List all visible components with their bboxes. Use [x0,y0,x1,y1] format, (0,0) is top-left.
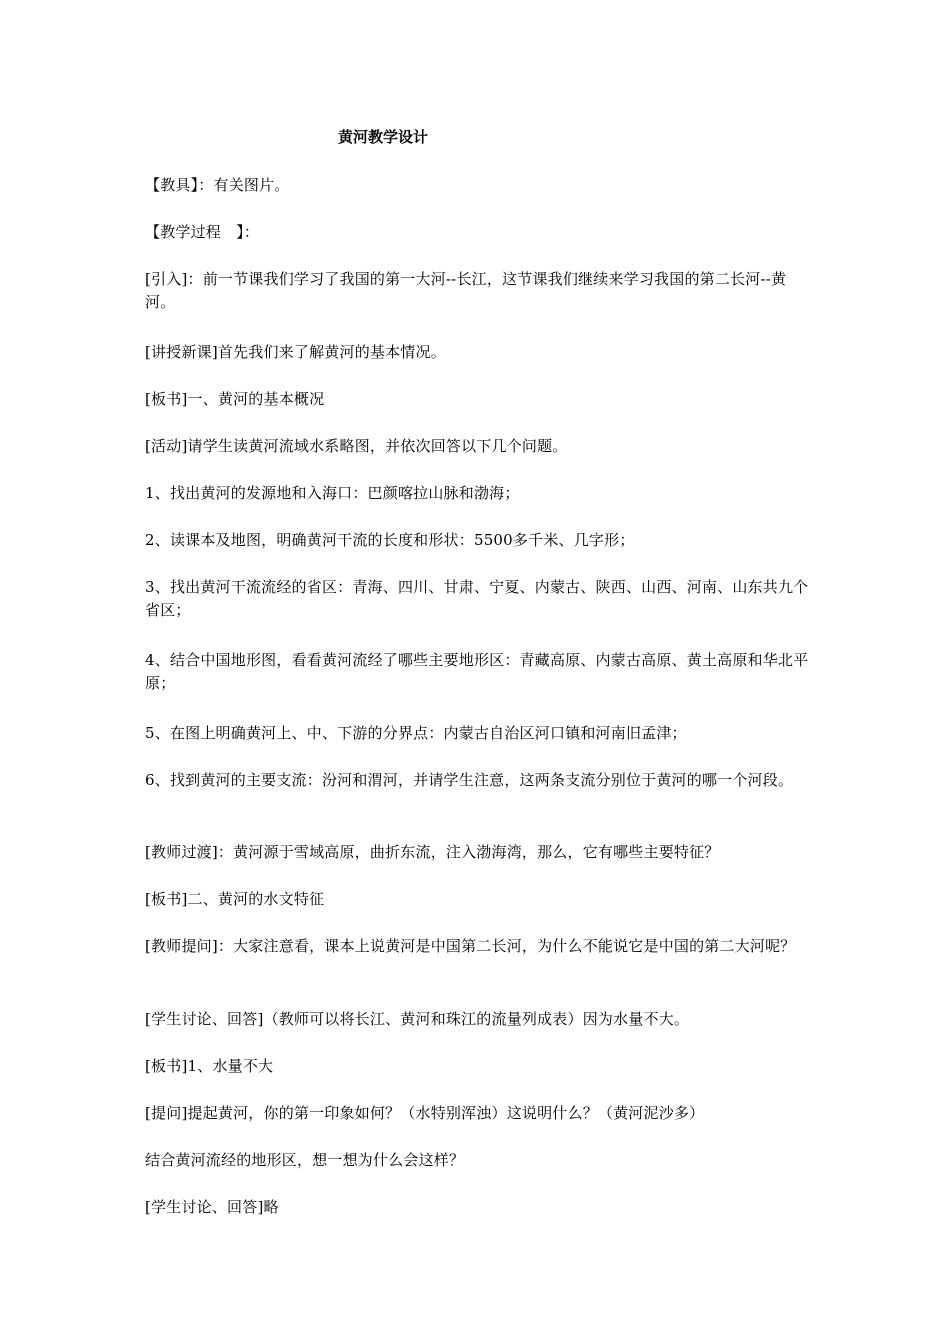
document-title: 黄河教学设计 [338,128,429,146]
paragraph-question: [提问]提起黄河，你的第一印象如何？（水特别浑浊）这说明什么？（黄河泥沙多） [145,1104,705,1122]
paragraph-teaching-process: 【教学过程 】： [145,223,260,241]
paragraph-board-3: [板书]1、水量不大 [145,1057,274,1075]
paragraph-item-1: 1、找出黄河的发源地和入海口：巴颜喀拉山脉和渤海； [145,484,520,502]
paragraph-item-3: 3、找出黄河干流流经的省区：青海、四川、甘肃、宁夏、内蒙古、陕西、山西、河南、山东共九个省区； [145,578,809,619]
paragraph-teacher-transition: [教师过渡]：黄河源于雪域高原，曲折东流，注入渤海湾，那么，它有哪些主要特征？ [145,843,720,861]
paragraph-item-6: 6、找到黄河的主要支流：汾河和渭河，并请学生注意，这两条支流分别位于黄河的哪一个河段。 [145,771,794,789]
paragraph-teacher-question: [教师提问]：大家注意看，课本上说黄河是中国第二长河，为什么不能说它是中国的第二大河呢？ [145,937,796,955]
paragraph-item-5: 5、在图上明确黄河上、中、下游的分界点：内蒙古自治区河口镇和河南旧孟津； [145,724,687,742]
paragraph-teaching-aids: 【教具】：有关图片。 [145,176,290,194]
paragraph-think: 结合黄河流经的地形区，想一想为什么会这样？ [145,1151,465,1169]
paragraph-board-2: [板书]二、黄河的水文特征 [145,890,325,908]
paragraph-board-1: [板书]一、黄河的基本概况 [145,390,325,408]
paragraph-introduction: [引入]：前一节课我们学习了我国的第一大河--长江，这节课我们继续来学习我国的第二长河--黄河。 [145,270,787,311]
paragraph-student-discussion-1: [学生讨论、回答]（教师可以将长江、黄河和珠江的流量列成表）因为水量不大。 [145,1010,690,1028]
paragraph-item-4: 4、结合中国地形图，看看黄河流经了哪些主要地形区：青藏高原、内蒙古高原、黄土高原和华北平原； [145,651,809,692]
paragraph-activity: [活动]请学生读黄河流域水系略图，并依次回答以下几个问题。 [145,437,568,455]
paragraph-new-lesson: [讲授新课]首先我们来了解黄河的基本情况。 [145,343,446,361]
paragraph-item-2: 2、读课本及地图，明确黄河干流的长度和形状：5500多千米、几字形； [145,531,635,549]
paragraph-student-discussion-2: [学生讨论、回答]略 [145,1198,279,1216]
